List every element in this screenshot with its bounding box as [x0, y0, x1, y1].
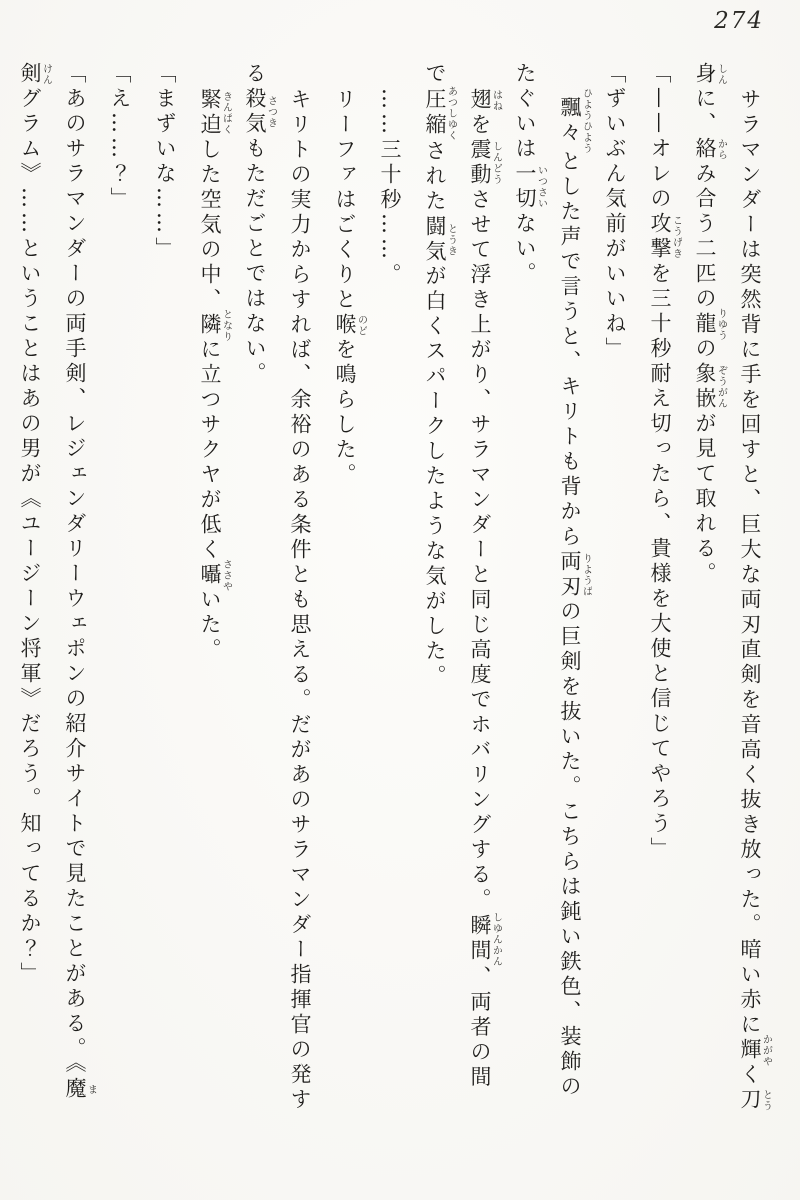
- text-line-8: で圧縮あつしゆくされた闘気とうきが白くスパークしたような気がした。: [423, 62, 457, 690]
- ruby-annotated-word: 龍りゆう: [693, 308, 727, 341]
- ruby-annotated-word: 瞬間しゆんかん: [468, 911, 502, 967]
- ruby-annotated-word: 翅はね: [468, 88, 502, 113]
- ruby-annotated-word: 闘気とうき: [423, 214, 457, 265]
- text-line-7: 翅はねを震動しんどうさせて浮き上がり、サラマンダーと同じ高度でホバリングする。瞬間しゆんかん、両者の間: [468, 88, 502, 1091]
- ruby-annotated-word: 喉のど: [333, 313, 367, 338]
- ruby-annotated-word: 身しん: [693, 62, 727, 87]
- text-line-14: 「まずいな……」: [153, 62, 177, 262]
- text-line-4: 「ずいぶん気前がいいね」: [603, 62, 627, 362]
- ruby-annotated-word: 殺気さつき: [243, 87, 277, 137]
- text-line-11: キリトの実力からすれば、余裕のある条件とも思える。だがあのサラマンダー指揮官の発す: [288, 88, 312, 1113]
- text-line-1: サラマンダーは突然背に手を回すと、巨大な両刃直剣を音高く抜き放った。暗い赤に輝かがやく刀とう: [738, 88, 772, 1113]
- ruby-annotated-word: 一切いつさい: [513, 162, 547, 212]
- ruby-annotated-word: 緊迫きんぱく: [198, 88, 232, 138]
- text-line-13: 緊迫きんぱくした空気の中、隣となりに立つサクヤが低く囁ささやいた。: [198, 88, 232, 663]
- text-line-5: 飄々ひようひようとした声で言うと、キリトも背から両刃りようばの巨剣を抜いた。こちらは鈍い鉄色、装飾の: [558, 88, 592, 1100]
- ruby-annotated-word: 象嵌ぞうがん: [693, 362, 727, 412]
- ruby-annotated-word: 震動しんどう: [468, 138, 502, 188]
- ruby-annotated-word: 絡から: [693, 137, 727, 162]
- text-line-12: る殺気さつきもただごとではない。: [243, 62, 277, 387]
- page-number: 274: [714, 8, 764, 34]
- text-line-3: 「——オレの攻撃こうげきを三十秒耐え切ったら、貴様を大使と信じてやろう」: [648, 62, 682, 862]
- text-line-2: 身しんに、絡からみ合う二匹の龍りゆうの象嵌ぞうがんが見て取れる。: [693, 62, 727, 587]
- ruby-annotated-word: 隣となり: [198, 309, 232, 342]
- ruby-annotated-word: 剣けん: [18, 62, 52, 87]
- text-line-6: たぐいは一切いつさいない。: [513, 62, 547, 287]
- text-line-15: 「え……？」: [108, 62, 132, 212]
- ruby-annotated-word: 攻撃こうげき: [648, 212, 682, 262]
- ruby-annotated-word: 圧縮あつしゆく: [423, 85, 457, 141]
- ruby-annotated-word: 輝かがや: [738, 1034, 772, 1067]
- ruby-annotated-word: 囁ささや: [198, 559, 232, 592]
- ruby-annotated-word: 刀とう: [738, 1088, 772, 1113]
- text-line-17: 剣けんグラム》……ということはあの男が《ユージーン将軍》だろう。知ってるか？」: [18, 62, 52, 987]
- ruby-annotated-word: 魔ま: [63, 1076, 97, 1102]
- ruby-annotated-word: 両刃りようば: [558, 550, 592, 600]
- text-block: [7, 62, 772, 1158]
- text-line-10: リーファはごくりと喉のどを鳴らした。: [333, 88, 367, 488]
- text-line-9: ……三十秒……。: [378, 88, 402, 288]
- text-line-16: 「あのサラマンダーの両手剣、レジェンダリーウェポンの紹介サイトで見たことがある。《魔ま: [63, 62, 97, 1102]
- ruby-annotated-word: 飄々ひようひよう: [558, 88, 592, 154]
